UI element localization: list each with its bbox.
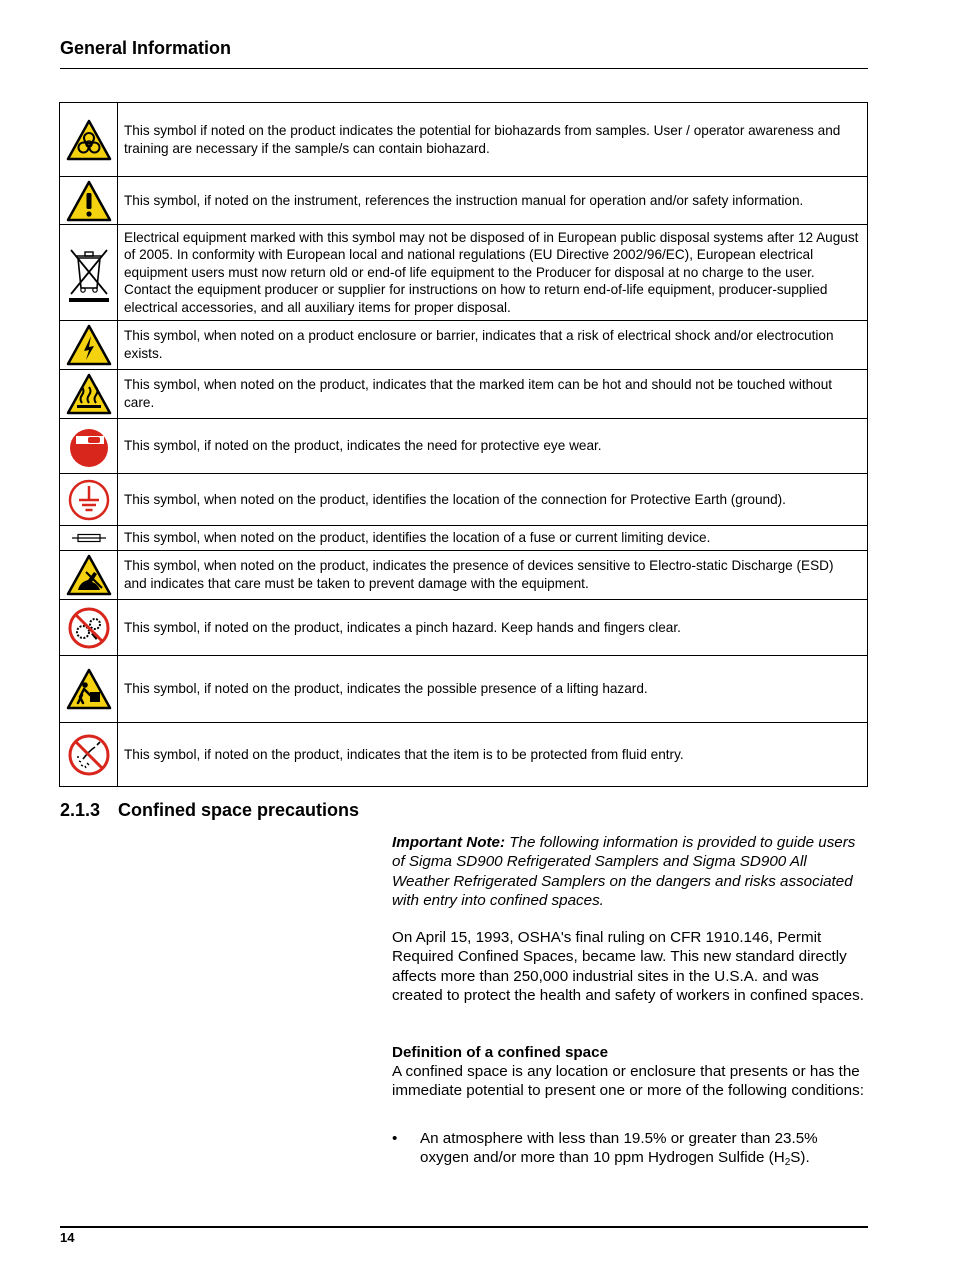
symbol-description: This symbol, when noted on a product enclosure or barrier, indicates that a risk of electrical shock and/or electrocution exists. (118, 321, 868, 370)
bullet-text: An atmosphere with less than 19.5% or greater than 23.5% oxygen and/or more than 10 ppm Hydrogen Sulfide (H (420, 1130, 818, 1167)
symbol-row (60, 321, 868, 370)
section-title: Confined space precautions (118, 800, 360, 820)
symbol-row (60, 370, 868, 419)
symbol-description: This symbol, when noted on the product, indicates that the marked item can be hot and should not be touched without care. (118, 370, 868, 419)
symbol-description: This symbol, if noted on the instrument, references the instruction manual for operation and/or safety information. (118, 177, 868, 225)
symbol-description: This symbol if noted on the product indicates the potential for biohazards from samples. User / operator awareness and training are necessary if the sample/s can contain biohazard. (118, 103, 868, 177)
important-note (392, 833, 868, 911)
symbol-row (60, 103, 868, 177)
symbol-description: This symbol, if noted on the product, indicates the need for protective eye wear. (118, 419, 868, 474)
warning-exclamation-icon (66, 180, 112, 222)
fuse-icon (72, 533, 106, 543)
definition-text: A confined space is any location or enclosure that presents or has the immediate potential to present one or more of the following conditions: (392, 1063, 864, 1100)
protective-earth-icon (67, 478, 111, 522)
symbol-row (60, 419, 868, 474)
hot-surface-icon (66, 373, 112, 415)
symbol-description: This symbol, when noted on the product, identifies the location of the connection for Protective Earth (ground). (118, 474, 868, 526)
header-divider (60, 68, 868, 69)
weee-crossed-bin-icon (66, 242, 112, 304)
osha-paragraph: On April 15, 1993, OSHA's final ruling on CFR 1910.146, Permit Required Confined Spaces, became law. This new standard directly affects more than 250,000 industrial sites in the U.S.A. and was created to protect the health and safety of workers in confined spaces. (392, 929, 864, 1005)
symbol-row (60, 526, 868, 551)
symbol-row (60, 474, 868, 526)
symbol-row (60, 656, 868, 723)
safety-symbols-table (59, 102, 868, 787)
bullet-subscript: 2 (784, 1157, 791, 1169)
footer-divider (60, 1226, 868, 1228)
symbol-description: This symbol, if noted on the product, indicates the possible presence of a lifting hazard. (118, 656, 868, 723)
bullet-marker: • (392, 1130, 398, 1147)
symbol-row (60, 723, 868, 787)
symbol-description: This symbol, when noted on the product, indicates the presence of devices sensitive to Electro-static Discharge (ESD) and indicates that care must be taken to prevent damage with the equipment. (118, 551, 868, 600)
symbol-row (60, 225, 868, 321)
no-fluid-entry-icon (67, 733, 111, 777)
electric-shock-icon (66, 324, 112, 366)
eye-protection-icon (68, 424, 110, 468)
pinch-hazard-icon (67, 606, 111, 650)
symbol-description: Electrical equipment marked with this symbol may not be disposed of in European public disposal systems after 12 August of 2005. In conformity with European local and national regulations (EU Directive 2002/96/EC), European electrical equipment users must now return old or end-of life equipment to the Producer for disposal at no charge to the user. Contact the equipment producer or supplier for instructions on how to return end-of-life equipment, producer-supplied electrical accessories, and all auxiliary items for proper disposal. (118, 225, 868, 321)
page-header-title: General Information (60, 38, 232, 58)
important-note-text: The following information is provided to guide users of Sigma SD900 Refrigerated Samplers and Sigma SD900 All Weather Refrigerated Samplers on the dangers and risks associated with entry into confined spaces. (392, 834, 856, 910)
symbol-row (60, 177, 868, 225)
symbol-row (60, 600, 868, 656)
section-heading (60, 800, 359, 821)
esd-warning-icon (66, 554, 112, 596)
biohazard-icon (66, 119, 112, 161)
page-number: 14 (60, 1230, 75, 1245)
bullet-text-end: S). (790, 1149, 810, 1167)
bullet-list-item (392, 1129, 868, 1168)
definition-heading: Definition of a confined space (392, 1044, 609, 1061)
symbol-description: This symbol, if noted on the product, indicates a pinch hazard. Keep hands and fingers clear. (118, 600, 868, 656)
symbol-row (60, 551, 868, 600)
important-note-label: Important Note: (392, 834, 506, 851)
symbol-description: This symbol, if noted on the product, indicates that the item is to be protected from fluid entry. (118, 723, 868, 787)
section-number: 2.1.3 (60, 800, 101, 820)
lifting-hazard-icon (66, 668, 112, 710)
symbol-description: This symbol, when noted on the product, identifies the location of a fuse or current limiting device. (118, 526, 868, 551)
